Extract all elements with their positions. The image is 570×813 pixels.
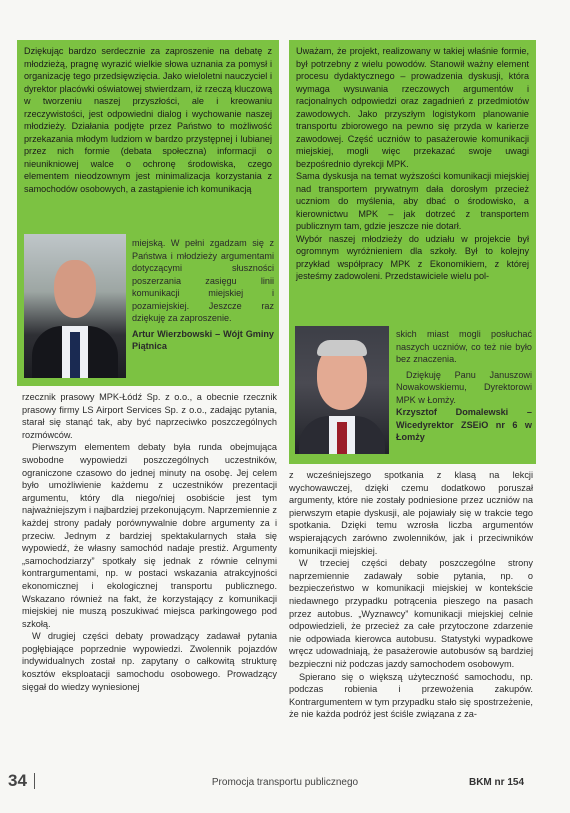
footer-issue: BKM nr 154 [468, 777, 524, 788]
paragraph: z wcześniejszego spotkania z klasą na lekcji wychowawczej, dzięki czemu dodatkowo poruszał argumenty, które nie zostały podniesione przez uczniów na pierwszym etapie dyskusji, ale pojawiały się w trakcie tego spotkania. Dzięki temu wzrosła liczba argumentów wspierających zarówno zwolenników, jak i przeciwników komunikacji miejskiej. [289, 470, 533, 556]
quote-text: Dziękując bardzo serdecznie za zaproszenie na debatę z młodzieżą, pragnę wyrazić wielkie słowa uznania za pomysł i organizację tego przedsięwzięcia. Jako wieloletni nauczyciel i dyrektor placówki oświatowej stwierdzam, iż rzeczą kluczową w tworzeniu naszej przyszłości, ale i kreowaniu rzeczywistości, jest odpowiedni dialog i wychowanie naszej młodzieży. Działania podjęte przez Państwo to możliwość przekazania młodym ludziom w bardzo przystępnej i lubianej przez nich formie (debata społeczna) informacji o nieunikniowej walce o ochronę środowiska, czego elementem nieodzownym jest minimalizacja korzystania z samochodów osobowych, a zastąpienie ich komunikacją [24, 46, 272, 194]
paragraph: W trzeciej części debaty poszczególne strony naprzemiennie zadawały sobie pytania, np. o bezpieczeństwo w komunikacji miejskiej w kontekście niedawnego przypadku potrącenia pieszego na pasach przez autobus. „Wyznawcy” komunikacji miejskiej celnie odpowiedzieli, że przecież za całe przytoczone zdarzenie nie odpowiada kierowca autobusu. Statystyki wypadkowe wręcz udowadniają, że pasażerowie autobusów są bardziej bezpieczni niż podczas jazdy samochodem osobowym. [289, 558, 533, 669]
paragraph: Spierano się o większą użyteczność samochodu, np. podczas robienia i przewożenia zakupów. Kontrargumentem w tym przypadku stało się spostrzeżenie, że nie każda podróż jest ściśle związana z za- [289, 671, 533, 720]
signature-domalewski: Krzysztof Domalewski – Wicedyrektor ZSEiO nr 6 w Łomży [396, 407, 532, 442]
paragraph: Pierwszym elementem debaty była runda obejmująca swobodne wypowiedzi poszczególnych uczestników, ograniczone czasowo do jednej minuty na osobę. Jej celem było umożliwienie każdemu z uczestników prezentacji argumentu, który dla niego/niej osobiście jest tym najważniejszym i najbardziej przekonującym. Naprzemiennie z każdej strony padały porównywalnie dobre argumenty za i przeciw. Jednym z bardziej spektakularnych stała się wypowiedź, że własny samochód nadaje prestiż. Argumenty „samochodziarzy” spotkały się jednak z równie celnymi kontrargumentami, np. w postaci wskazania atrakcyjności ekonomicznej i ekologicznej transportu publicznego. Wskazano również na fakt, że korzystający z komunikacji miejskiej nie muszą poszukiwać miejsca parkingowego pod szkołą. [22, 442, 277, 629]
quote-paragraph-1: Uważam, że projekt, realizowany w takiej właśnie formie, był potrzebny z wielu powodów. Stanowił ważny element procesu dydaktycznego – prowadzenia dyskusji, która wymaga wysuwania rzeczowych argumentów i racjonalnych odpowiedzi oraz zagadnień z przedmiotów zawodowych. Jako przyszłym logistykom planowanie transportu zbiorowego na pewno się przyda w karierze zawodowej. Część uczniów to pasażerowie komunikacji miejskiej, mogli więc przekazać swoje uwagi bezpośrednio dyrekcji MPK. [296, 46, 529, 169]
quote-paragraph-2: Sama dyskusja na temat wyższości komunikacji miejskiej nad transportem prywatnym dała dorosłym przecież uczniom do myślenia, aby dbać o środowisko, a kierownictwu MPK – jak dotrzeć z transportem publicznym tam, gdzie jeszcze nie dotarł. [296, 171, 529, 231]
portrait-photo-domalewski [295, 326, 389, 454]
quote-text-continued-right: skich miast mogli posłuchać naszych uczniów, co też nie było bez znaczenia. Dziękuję Panu Januszowi Nowakowskiemu, Dyrektorowi MPK w Łomży. Krzysztof Domalewski – Wicedyrektor ZSEiO nr 6 w Łomży [396, 329, 532, 442]
portrait-photo-wierzbowski [24, 234, 126, 378]
paragraph: rzecznik prasowy MPK-Łódź Sp. z o.o., a obecnie rzecznik prasowy firmy LS Airport Services Sp. z o.o., zadając pytania, starał się stanąć tak, aby być naprzeciwko poszczególnych rozmówców. [22, 392, 277, 440]
signature-wierzbowski: Artur Wierzbowski – Wójt Gminy Piątnica [132, 328, 274, 351]
article-column-right [289, 469, 533, 721]
quote-paragraph-3: Wybór naszej młodzieży do udziału w projekcie był ogromnym wyróżnieniem dla szkoły. Był to kolejny przykład współpracy MPK z Ekonomikiem, z której jesteśmy zadowoleni. Przedstawiciele wielu pol- [296, 233, 529, 281]
thanks-text: Dziękuję Panu Januszowi Nowakowskiemu, Dyrektorowi MPK w Łomży. [396, 369, 532, 405]
paragraph: W drugiej części debaty prowadzący zadawał pytania pogłębiające poprzednie wypowiedzi. Zwolennik pojazdów indywidualnych został np. zapytany o całkowitą strukturę kosztów eksploatacji samochodu osobowego. Prowadzący sięgał do wiedzy wyniesionej [22, 631, 277, 692]
article-column-left [22, 391, 277, 693]
footer-section-title: Promocja transportu publicznego [211, 777, 359, 788]
page-number: 34 [8, 771, 27, 790]
quote-text-continued: miejską. W pełni zgadzam się z Państwa i młodzieży argumentami dotyczącymi słuszności poszerzania zasięgu linii komunikacji miejskiej i pozamiejskiej. Jeszcze raz dziękuję za zaproszenie. Artur Wierzbowski – Wójt Gminy Piątnica [132, 238, 274, 351]
